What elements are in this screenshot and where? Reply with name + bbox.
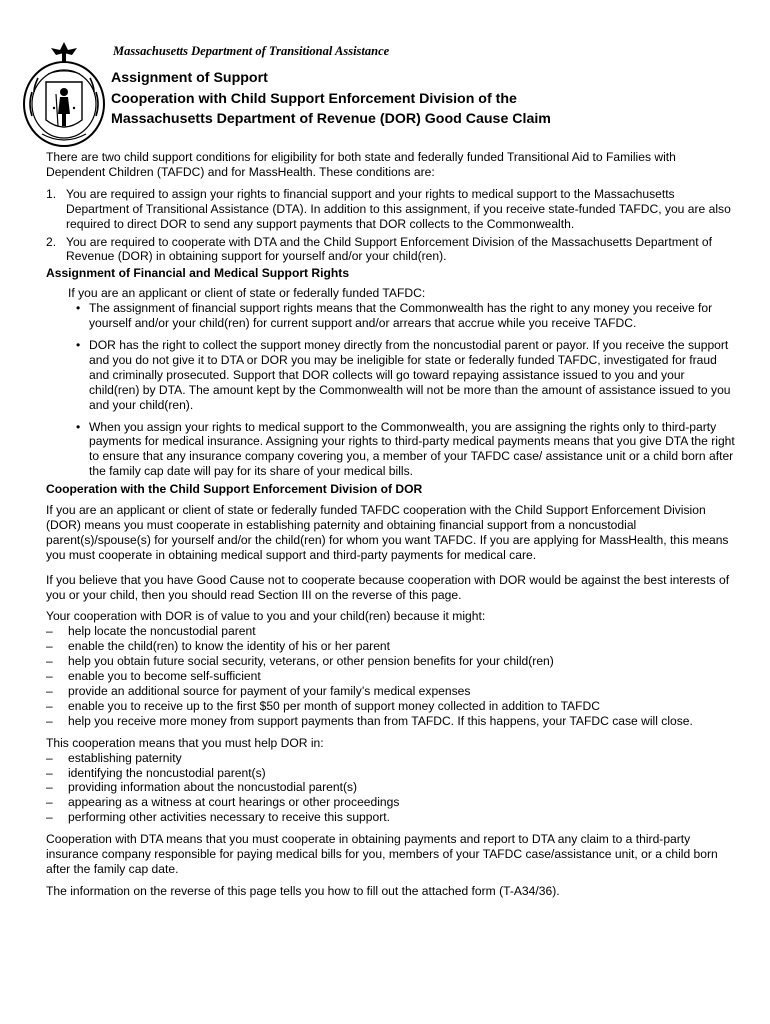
title-line: Massachusetts Department of Revenue (DOR) Good Cause Claim	[111, 111, 551, 127]
value-item	[46, 669, 736, 684]
title-line: Cooperation with Child Support Enforcement Division of the	[111, 90, 517, 107]
value-text: help you obtain future social security, veterans, or other pension benefits for your child(ren)	[68, 654, 554, 669]
value-text: enable you to receive up to the first $50 per month of support money collected in addition to TAFDC	[68, 698, 600, 713]
value-item	[46, 714, 736, 729]
help-item	[46, 766, 736, 781]
help-text: establishing paternity	[68, 750, 182, 765]
dash-glyph: –	[46, 654, 53, 669]
help-text: appearing as a witness at court hearings or other proceedings	[68, 795, 400, 810]
condition-item	[46, 235, 736, 265]
value-text: enable the child(ren) to know the identity of his or her parent	[68, 639, 391, 654]
massachusetts-state-seal-icon	[22, 42, 106, 148]
dash-glyph: –	[46, 795, 53, 810]
dash-glyph: –	[46, 684, 53, 698]
assignment-lead: If you are an applicant or client of state or federally funded TAFDC:	[68, 286, 426, 301]
help-item	[46, 795, 736, 810]
bullet-glyph: •	[76, 337, 81, 352]
dash-glyph: –	[46, 750, 53, 765]
condition-text: You are required to cooperate with DTA and the Child Support Enforcement Division of the Massachusetts Department of Revenue (DOR) in obtaining support for yourself and/or your child(ren).	[66, 234, 713, 264]
condition-number: 2.	[46, 234, 57, 249]
section-heading-cooperation: Cooperation with the Child Support Enforcement Division of DOR	[46, 482, 423, 497]
cooperation-paragraph: If you are an applicant or client of state or federally funded TAFDC cooperation with the Child Support Enforcement Division (DOR) means you must cooperate in establishing paternity and obtaining financial support from a noncustodial parent(s)/spouse(s) for yourself and/or the child(ren) for whom you want TAFDC. If you are applying for MassHealth, this means you must cooperate in obtaining medical support and third-party payments for medical care.	[46, 503, 729, 562]
bullet-item	[76, 301, 736, 331]
dash-glyph: –	[46, 810, 53, 825]
value-item	[46, 654, 736, 669]
dash-glyph: –	[46, 765, 53, 780]
document-title	[111, 68, 551, 130]
condition-text: You are required to assign your rights to financial support and your rights to medical support to the Massachusetts Department of Transitional Assistance (DTA). In addition to this assignment, if you receive state-funded TAFDC, you are also required to direct DOR to send any support payments that DOR collects to the Commonwealth.	[66, 186, 731, 231]
value-item	[46, 639, 736, 654]
dash-glyph: –	[46, 713, 53, 728]
value-text: enable you to become self-sufficient	[68, 669, 261, 684]
help-text: performing other activities necessary to receive this support.	[68, 810, 390, 825]
value-text: help you receive more money from support payments than from TAFDC. If this happens, your TAFDC case will close.	[68, 713, 693, 728]
document-body	[46, 150, 736, 899]
value-text: provide an additional source for payment of your family’s medical expenses	[68, 684, 471, 698]
title-line: Assignment of Support	[111, 70, 268, 86]
dta-cooperation-paragraph: Cooperation with DTA means that you must cooperate in obtaining payments and report to DTA any claim to a third-party insurance company responsible for paying medical bills for you, members of your TAFDC case/assistance unit, or a child born after the family cap date.	[46, 832, 718, 876]
dash-glyph: –	[46, 639, 53, 654]
value-text: help locate the noncustodial parent	[68, 624, 256, 639]
help-item	[46, 751, 736, 766]
value-item	[46, 699, 736, 714]
dash-glyph: –	[46, 669, 53, 684]
dash-glyph: –	[46, 624, 53, 639]
intro-paragraph: There are two child support conditions for eligibility for both state and federally funded Transitional Aid to Families with Dependent Children (TAFDC) and for MassHealth. These conditions are:	[46, 150, 676, 179]
help-item	[46, 780, 736, 795]
agency-name: Massachusetts Department of Transitional Assistance	[113, 44, 390, 58]
bullet-item	[76, 338, 736, 413]
section-heading-assignment: Assignment of Financial and Medical Support Rights	[46, 266, 350, 281]
bullet-item	[76, 420, 736, 480]
value-lead: Your cooperation with DOR is of value to you and your child(ren) because it might:	[46, 609, 486, 624]
good-cause-paragraph: If you believe that you have Good Cause not to cooperate because cooperation with DOR would be against the best interests of you or your child, then you should read Section III on the reverse of this page.	[46, 572, 730, 602]
help-text: providing information about the noncustodial parent(s)	[68, 780, 358, 795]
help-lead: This cooperation means that you must help DOR in:	[46, 735, 324, 750]
reverse-page-note: The information on the reverse of this page tells you how to fill out the attached form (T-A34/36).	[46, 883, 560, 898]
dash-glyph: –	[46, 698, 53, 713]
bullet-glyph: •	[76, 419, 81, 434]
condition-number: 1.	[46, 186, 57, 201]
bullet-text: When you assign your rights to medical support to the Commonwealth, you are assigning the rights only to third-party payments for medical insurance. Assigning your rights to third-party medical payments means that you give DTA the right to ensure that any insurance company covering you, a member of your TAFDC case/ assistance unit or a child born after the family cap date will pay for its share of your medical bills.	[89, 419, 735, 479]
value-item	[46, 624, 736, 639]
condition-item	[46, 187, 736, 232]
help-item	[46, 810, 736, 825]
bullet-text: DOR has the right to collect the support money directly from the noncustodial parent or payor. If you receive the support and you do not give it to DTA or DOR you may be ineligible for state or federally funded TAFDC, investigated for fraud and criminally prosecuted. Support that DOR collects will go toward repaying assistance issued to you and your child(ren) by DTA. The amount kept by the Commonwealth will not be more than the amount of assistance issued to you and your child(ren).	[89, 337, 731, 412]
bullet-glyph: •	[76, 301, 81, 316]
help-text: identifying the noncustodial parent(s)	[68, 765, 266, 780]
bullet-text: The assignment of financial support rights means that the Commonwealth has the right to any money you receive for yourself and/or your child(ren) for current support and/or arrears that accrue while you receive TAFDC.	[89, 301, 713, 331]
value-item	[46, 684, 736, 699]
dash-glyph: –	[46, 780, 53, 795]
